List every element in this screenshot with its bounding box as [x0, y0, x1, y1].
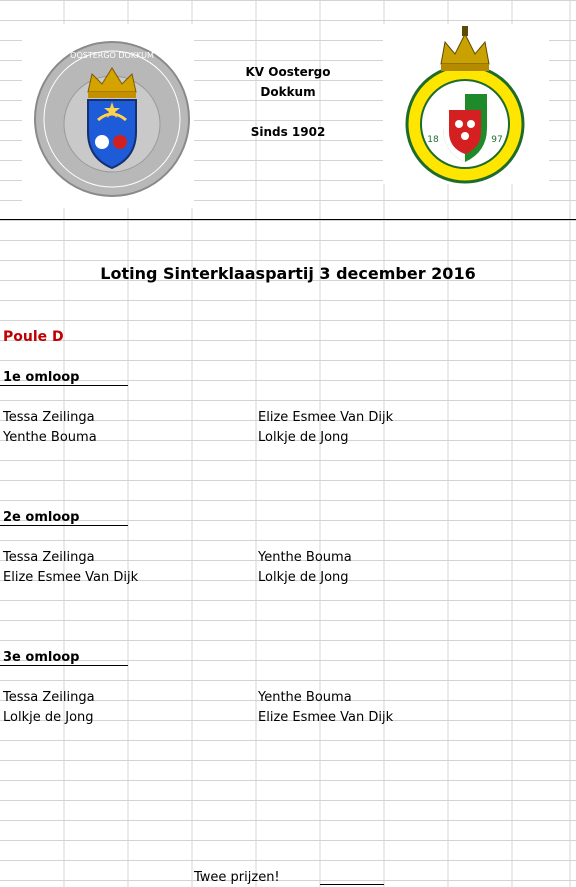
round-1-label: 1e omloop: [3, 370, 80, 385]
page-title: Loting Sinterklaaspartij 3 december 2016: [100, 264, 476, 283]
round-3-match-1-left: Tessa Zeilinga: [3, 690, 95, 705]
footer-underline: [320, 884, 384, 885]
kaatsbond-logo: [383, 24, 549, 184]
club-name: KV Oostergo: [245, 65, 331, 79]
svg-text:18: 18: [427, 135, 439, 145]
round-1-match-2-right: Lolkje de Jong: [258, 430, 349, 445]
round-3-match-2-left: Lolkje de Jong: [3, 710, 94, 725]
club-since: Sinds 1902: [250, 125, 326, 139]
poule-label: Poule D: [3, 329, 64, 345]
round-1-match-1-left: Tessa Zeilinga: [3, 410, 95, 425]
round-3-match-1-right: Yenthe Bouma: [258, 690, 352, 705]
header-separator: [0, 219, 576, 220]
round-2-match-2-right: Lolkje de Jong: [258, 570, 349, 585]
footer-note: Twee prijzen!: [194, 870, 280, 885]
round-2-match-2-left: Elize Esmee Van Dijk: [3, 570, 139, 585]
round-2-underline: [0, 525, 128, 526]
round-3-match-2-right: Elize Esmee Van Dijk: [258, 710, 394, 725]
svg-text:OOSTERGO DOKKUM: OOSTERGO DOKKUM: [70, 51, 154, 60]
round-3-label: 3e omloop: [3, 650, 80, 665]
round-1-underline: [0, 385, 128, 386]
round-1-match-2-left: Yenthe Bouma: [3, 430, 97, 445]
round-2-label: 2e omloop: [3, 510, 80, 525]
round-2-match-1-right: Yenthe Bouma: [258, 550, 352, 565]
round-1-match-1-right: Elize Esmee Van Dijk: [258, 410, 394, 425]
round-3-underline: [0, 665, 128, 666]
oostergo-logo: [22, 24, 194, 208]
club-city: Dokkum: [260, 85, 316, 99]
svg-text:97: 97: [491, 135, 503, 145]
round-2-match-1-left: Tessa Zeilinga: [3, 550, 95, 565]
